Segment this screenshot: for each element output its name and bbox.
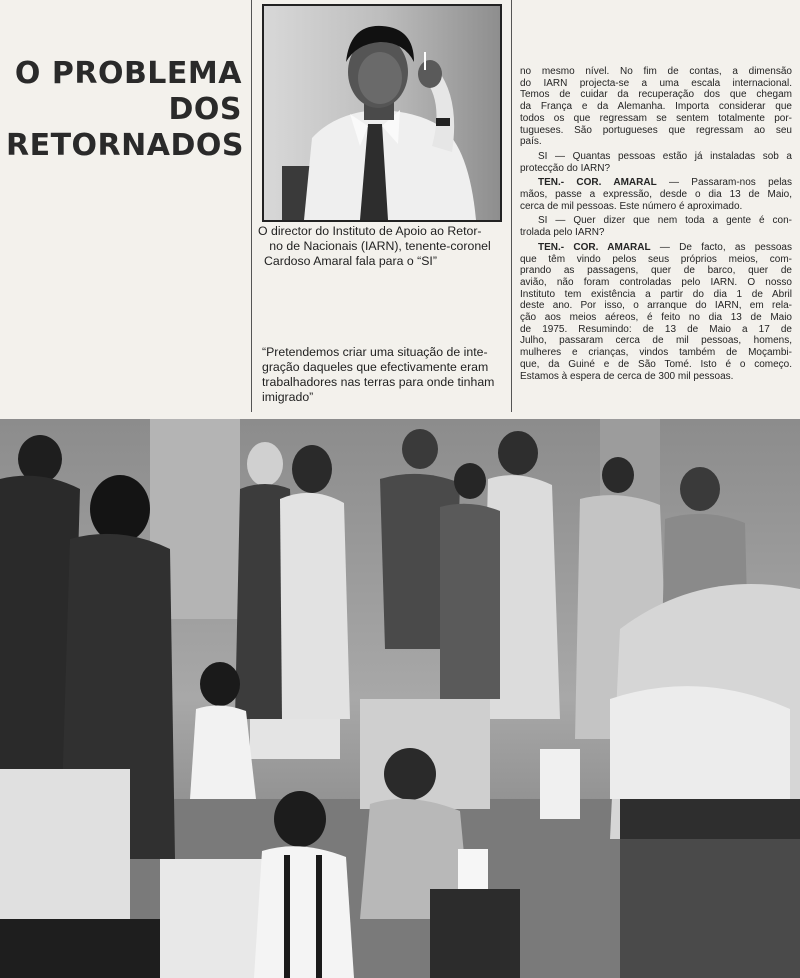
article-line: mãos, passe a expressão, desde o dia 13 de Maio, (520, 189, 792, 201)
headline-line-1: O PROBLEMA (14, 56, 242, 91)
article-line: ção aos meios aéreos, é feito no dia 13 de Maio (520, 312, 792, 324)
pull-quote (262, 345, 508, 405)
pull-quote-line: trabalhadores nas terras para onde tinham (262, 375, 495, 389)
article-line: todos os que regressam se sentem totalmente por- (520, 112, 792, 124)
speaker-label: TEN.- COR. AMARAL (538, 177, 657, 189)
column-rule-right (511, 0, 512, 412)
portrait-image (264, 6, 500, 220)
paragraph-2 (520, 151, 792, 163)
speaker-label: TEN.- COR. AMARAL (538, 241, 651, 253)
article-line: Instituto tem existência a partir do dia 1 de Abril (520, 288, 792, 300)
article-line: no mesmo nível. No fim de contas, a dimensão (520, 66, 792, 77)
article-line: SI — Quer dizer que nem toda a gente é con- (538, 215, 792, 227)
article-line: prando as passagens, quer de barco, quer de (520, 265, 792, 277)
article-line: do IARN projecta-se a uma escala internacional. (520, 77, 792, 89)
paragraph-1 (520, 66, 792, 148)
caption-line: no de Nacionais (IARN), tenente-coronel (269, 239, 491, 253)
crowd-photo (0, 419, 800, 978)
pull-quote-line: imigrado” (262, 390, 314, 404)
article-line (520, 242, 792, 254)
article-span: — Passaram-nos pelas (656, 177, 792, 189)
pull-quote-line: “Pretendemos criar uma situação de inte- (262, 345, 488, 359)
article-line (520, 177, 792, 189)
article-line: protecção do IARN? (520, 162, 611, 174)
article-text (520, 66, 792, 382)
article-line: deste ano. Por isso, o arranque do IARN, em rela- (520, 300, 792, 312)
column-rule-left (251, 0, 252, 412)
article-line: Julho, passaram cerca de mil pessoas, homens, (520, 335, 792, 347)
article-line: Estamos à espera de cerca de 300 mil pessoas. (520, 370, 734, 382)
article-line: Temos de cuidar da recuperação dos que chegam (520, 89, 792, 101)
article-line: trolada pelo IARN? (520, 227, 605, 239)
article-span: — De facto, as pessoas (650, 241, 792, 253)
portrait-photo (262, 4, 502, 222)
headline-line-3: RETORNADOS (6, 128, 244, 163)
article-line: mulheres e crianças, vindos também de Moçambi- (520, 347, 792, 359)
caption-line: Cardoso Amaral fala para o “SI” (264, 254, 437, 268)
article-line: cerca de mil pessoas. Este número é aproximado. (520, 200, 743, 212)
photo-caption (258, 224, 502, 269)
article-line: país. (520, 136, 542, 148)
crowd-image (0, 419, 800, 978)
article-line: que, da Guiné e de São Tomé. Isto é o começo. (520, 358, 792, 370)
caption-line: O director do Instituto de Apoio ao Retor- (258, 224, 482, 238)
article-line: da França e da Alemanha. Importa considerar que (520, 101, 792, 113)
headline-line-2: DOS (168, 92, 242, 127)
pull-quote-line: gração daqueles que efectivamente eram (262, 360, 489, 374)
article-line: que têm vindo pelos seus próprios meios, com- (520, 253, 792, 265)
article-line: tugueses. São portugueses que regressam ao seu (520, 124, 792, 136)
article-line: SI — Quantas pessoas estão já instaladas sob a (538, 150, 792, 162)
headline (6, 56, 242, 164)
article-line: de 1975. Resumindo: de 13 de Maio a 17 de (520, 323, 792, 335)
article-line: avião, não foram controladas pelo IARN. O nosso (520, 276, 792, 288)
